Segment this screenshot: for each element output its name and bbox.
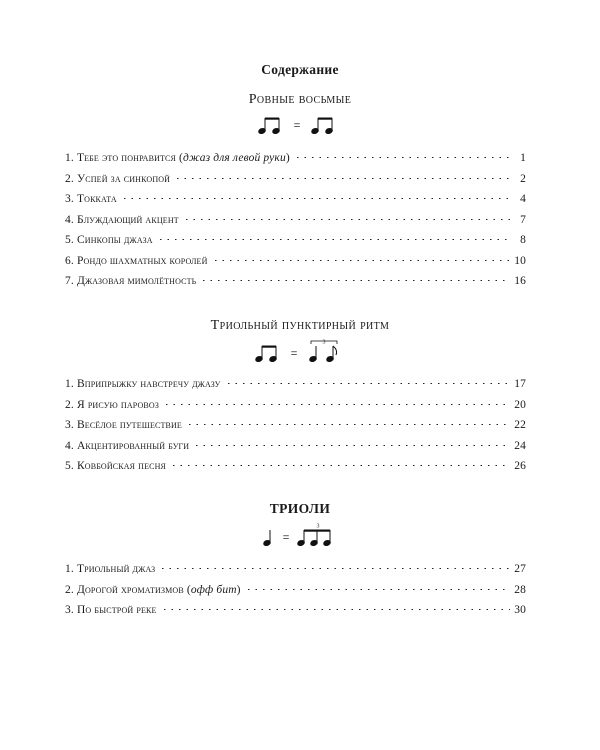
toc-item-page: 10 [514,254,526,267]
toc-item-page: 24 [514,439,526,452]
toc-item[interactable] [65,460,526,481]
quarter-note [263,530,271,546]
toc-item-title: 4. Акцентированный буги [65,439,190,452]
toc-item-page: 1 [520,152,526,164]
tuplet-number: 3 [322,339,326,346]
section-heading-triplets: ТРИОЛИ [269,501,331,516]
toc-item-title: 2. Дорогой хроматизмов (офф бит) [65,583,241,596]
formula-equals: = [293,118,301,132]
toc-item[interactable] [65,440,526,461]
toc-item-page: 2 [520,172,526,185]
toc-item[interactable] [65,234,526,255]
beamed-eighths-left [255,346,277,363]
section-heading-swing-rhythm: Триольный пунктирный ритм [210,318,390,333]
dot-leader [163,404,510,405]
dot-leader [183,219,512,220]
toc-item-page: 27 [514,563,526,575]
formula-equals: = [282,530,290,544]
toc-item-title: 5. Синкопы джаза [65,234,153,246]
toc-item-page: 16 [514,275,526,287]
dot-leader [245,589,511,590]
toc-item-page: 4 [520,193,526,205]
toc-item[interactable] [65,275,526,296]
toc-item[interactable] [65,399,526,420]
dot-leader [200,280,510,281]
beamed-eighths-right [311,118,333,135]
eighth-triplet [297,524,331,547]
toc-item-page: 30 [514,604,526,616]
dot-leader [186,424,510,425]
page-title: Содержание [261,62,339,77]
toc-item[interactable] [65,193,526,214]
toc-item-title: 3. По быстрой реке [65,604,157,616]
dot-leader [193,445,510,446]
beamed-eighths-left [258,118,280,135]
dot-leader [121,198,512,199]
toc-item[interactable] [65,214,526,235]
toc-item[interactable] [65,173,526,194]
toc-item-title: 6. Рондо шахматных королей [65,254,208,267]
tuplet-number: 3 [316,523,320,530]
toc-item-title: 1. Тебе это понравится (джаз для левой руки) [65,152,290,164]
toc-item[interactable] [65,419,526,440]
quarter-triplet-formula-icon [0,522,600,548]
toc-item-title: 4. Блуждающий акцент [65,213,179,226]
toc-item-title: 1. Вприпрыжку навстречу джазу [65,378,221,390]
formula-equals: = [290,346,298,360]
toc-item-title: 3. Весёлое путешествие [65,419,182,431]
swing-triplet-formula-icon [0,338,600,364]
dot-leader [157,239,512,240]
toc-item-page: 20 [514,398,526,411]
dot-leader [294,157,512,158]
dot-leader [170,465,510,466]
toc-item[interactable] [65,584,526,605]
quarter-eighth-triplet [309,340,337,363]
dot-leader [225,383,511,384]
toc-item-title: 3. Токката [65,193,117,205]
dot-leader [212,260,511,261]
toc-item-page: 7 [520,213,526,226]
section-heading-even-eighths: Ровные восьмые [248,92,352,107]
toc-item-page: 26 [514,460,526,472]
toc-item-title: 2. Я рисую паровоз [65,398,159,411]
toc-list-swing-rhythm [65,378,526,481]
toc-item-page: 22 [514,419,526,431]
dot-leader [161,609,511,610]
toc-item-title: 5. Ковбойская песня [65,460,167,472]
toc-item-page: 17 [514,378,526,390]
toc-item[interactable] [65,604,526,625]
toc-item-page: 8 [520,234,526,246]
toc-item-title: 2. Успей за синкопой [65,172,171,185]
dot-leader [159,568,510,569]
dot-leader [174,178,512,179]
toc-item-title: 1. Триольный джаз [65,563,156,575]
equal-eighths-formula-icon [0,112,600,138]
toc-item[interactable] [65,563,526,584]
toc-item[interactable] [65,255,526,276]
toc-list-triplets [65,563,526,625]
toc-item-page: 28 [514,583,526,596]
toc-item[interactable] [65,152,526,173]
toc-list-even-eighths [65,152,526,296]
toc-item-title: 7. Джазовая мимолётность [65,275,197,287]
toc-item[interactable] [65,378,526,399]
